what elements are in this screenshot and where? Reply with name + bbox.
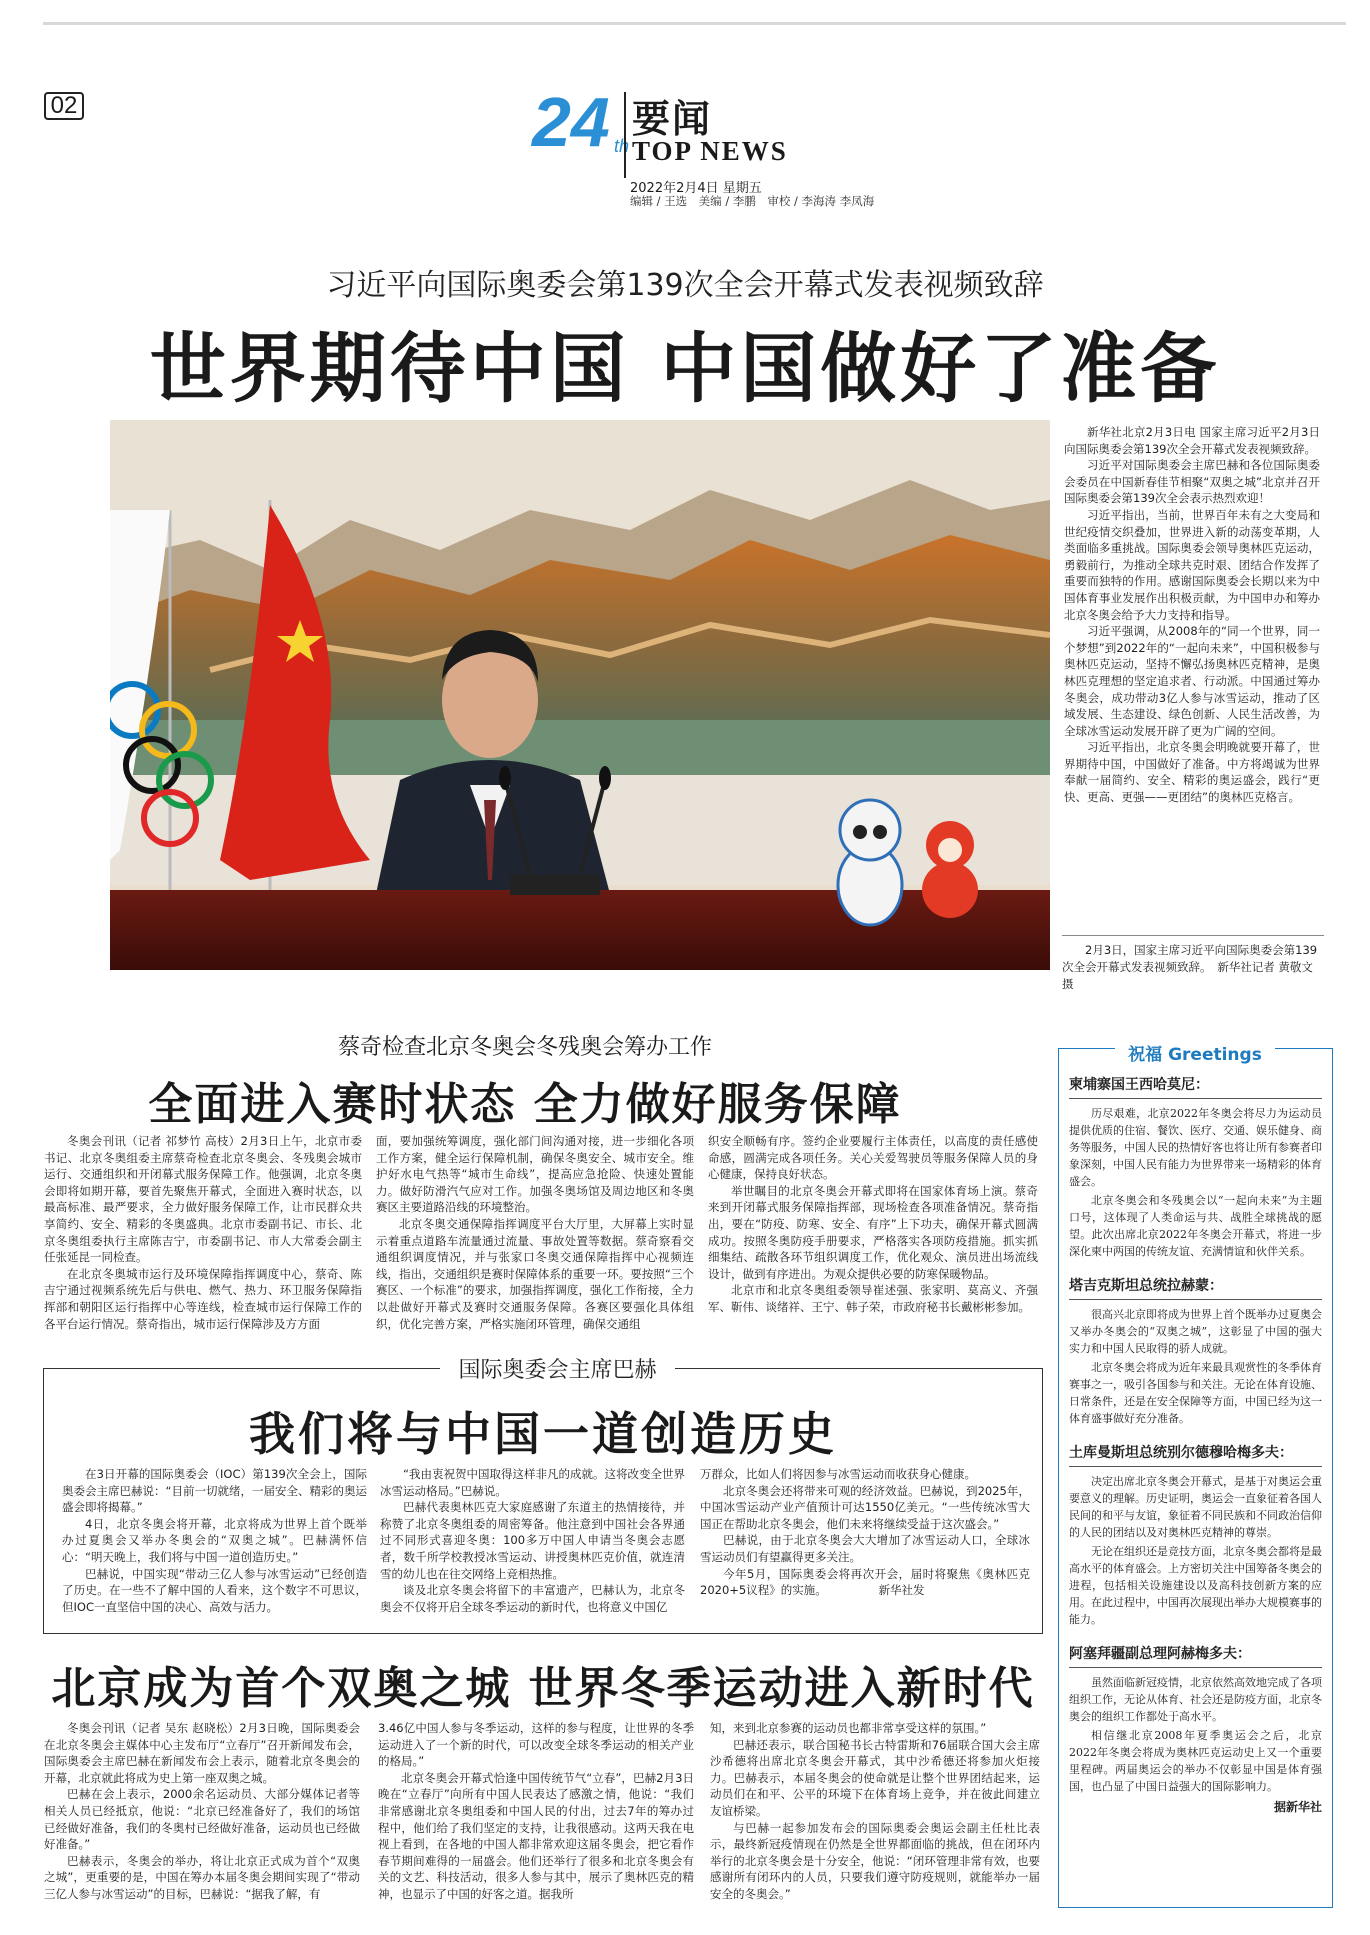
greeting-item [1059, 1642, 1332, 1816]
editors-line: 编辑 / 王选 美编 / 李鹏 审校 / 李海涛 李凤海 [630, 194, 875, 208]
section-title: 要闻 [632, 97, 713, 141]
paragraph: 北京市和北京冬奥组委领导崔述强、张家明、莫高义、齐强军、靳伟、谈绪祥、王宁、韩子荣，市政府秘书长戴彬彬参加。 [708, 1283, 1038, 1314]
lead-paragraph: 习近平对国际奥委会主席巴赫和各位国际奥委会委员在中国新春佳节相聚“双奥之城”北京并召开国际奥委会第139次全会表示热烈欢迎！ [1064, 458, 1320, 506]
paragraph: 4日，北京冬奥会将开幕，北京将成为世界上首个既举办过夏奥会又举办冬奥会的“双奥之城”。巴赫满怀信心：“明天晚上，我们将与中国一道创造历史。” [62, 1516, 367, 1564]
section2-col1 [44, 1133, 362, 1332]
greetings-box [1058, 1048, 1333, 1908]
paragraph: 举世瞩目的北京冬奥会开幕式即将在国家体育场上演。蔡奇来到开闭幕式服务保障指挥部，现场检查各项准备情况。蔡奇指出，要在“防疫、防寒、安全、有序”上下功夫，确保开幕式圆满成功。按照冬奥防疫手册要求，严格落实各项防疫措施。抓实抓细集结、疏散各环节组织调度工作，优化观众、演员进出场流线设计，做到有序进出。为观众提供必要的防寒保暖物品。 [708, 1183, 1038, 1281]
greeting-item [1059, 1274, 1332, 1427]
paragraph: 北京冬奥会开幕式恰逢中国传统节气“立春”，巴赫2月3日晚在“立春厅”向所有中国人民表达了感激之情，他说：“我们非常感谢北京冬奥组委和中国人民的付出，过去7年的筹办过程中，他们给了我们坚定的支持，让我很感动。这两天我在电视上看到，在各地的中国人都非常欢迎这届冬奥会，把它看作春节期间难得的一届盛会。他们还举行了很多和北京冬奥会有关的文艺、科技活动，很多人参与其中，展示了奥林匹克的精神，也显示了中国的好客之道。据我所 [378, 1770, 694, 1901]
section3-label: 国际奥委会主席巴赫 [440, 1353, 675, 1384]
section3-col1 [62, 1466, 367, 1615]
greeting-name: 阿塞拜疆副总理阿赫梅多夫： [1069, 1642, 1322, 1668]
lead-kicker: 习近平向国际奥委会第139次全会开幕式发表视频致辞 [326, 268, 1044, 303]
paragraph: 北京冬奥会将成为近年来最具观赏性的冬季体育赛事之一，吸引各国参与和关注。无论在体育设施、日常条件，还是在安全保障等方面，中国已经为这一体育盛事做好充分准备。 [1069, 1361, 1322, 1425]
photo-caption: 2月3日，国家主席习近平向国际奥委会第139次全会开幕式发表视频致辞。 新华社记者 黄敬文 摄 [1062, 935, 1324, 993]
greetings-source: 据新华社 [1273, 1800, 1322, 1814]
lead-body [1064, 424, 1320, 806]
lead-photo [110, 420, 1050, 970]
edition-suffix: th [614, 136, 630, 156]
paragraph: 北京冬奥交通保障指挥调度平台大厅里，大屏幕上实时显示着重点道路车流量通过流量、事故处置等数据。蔡奇察看交通组织调度情况，并与张家口冬奥交通保障指挥中心视频连线，指出，交通组织是赛时保障体系的重要一环。要按照“三个赛区、一个标准”的要求，加强指挥调度，强化工作衔接，全力以赴做好开幕式及赛时交通服务保障。各赛区要强化具体组织，优化完善方案，严格实施闭环管理，确保交通组 [376, 1216, 694, 1331]
paragraph: 巴赫在会上表示，2000余名运动员、大部分媒体记者等相关人员已经抵京，他说：“北京已经准备好了，我们的场馆已经做好准备，我们的冬奥村已经做好准备，运动员也已经做好准备。” [44, 1787, 360, 1852]
paragraph: 历尽艰难，北京2022年冬奥会将尽力为运动员提供优质的住宿、餐饮、医疗、交通、娱乐健身、商务等服务，中国人民的热情好客也将让所有参赛者印象深刻，中国人民有能力为世界带来一场精彩的体育盛会。 [1069, 1107, 1322, 1188]
greeting-name: 塔吉克斯坦总统拉赫蒙： [1069, 1274, 1322, 1300]
top-rule [43, 22, 1346, 25]
paragraph: 万群众，比如人们将因参与冰雪运动而收获身心健康。 [700, 1467, 976, 1481]
section4-headline: 北京成为首个双奥之城 世界冬季运动进入新时代 [51, 1663, 1035, 1714]
paragraph: 知，来到北京参赛的运动员也都非常享受这样的氛围。” [710, 1721, 987, 1735]
lead-paragraph: 习近平强调，从2008年的“同一个世界，同一个梦想”到2022年的“一起向未来”，中国积极参与奥林匹克运动，坚持不懈弘扬奥林匹克精神，是奥林匹克理想的坚定追求者、行动派。中国通过筹办冬奥会，成功带动3亿人参与冰雪运动，推动了区域发展、生态建设、绿色创新、人民生活改善，为全球冰雪运动发展开辟了更为广阔的空间。 [1064, 624, 1320, 738]
lead-paragraph: 习近平指出，当前，世界百年未有之大变局和世纪疫情交织叠加，世界进入新的动荡变革期，人类面临多重挑战。国际奥委会领导奥林匹克运动，勇毅前行，为推动全球共克时艰、团结合作发挥了重要而独特的作用。感谢国际奥委会长期以来为中国体育事业发展作出积极贡献，为中国申办和筹办北京冬奥会给予大力支持和指导。 [1064, 507, 1320, 622]
section3-headline: 我们将与中国一道创造历史 [249, 1407, 837, 1461]
greeting-name: 土库曼斯坦总统别尔德穆哈梅多夫： [1069, 1441, 1322, 1467]
paragraph: 北京冬奥会还将带来可观的经济效益。巴赫说，到2025年，中国冰雪运动产业产值预计可达1550亿美元。“一些传统冰雪大国正在帮助北京冬奥会，他们未来将继续受益于这次盛会。” [700, 1483, 1030, 1531]
paragraph: 巴赫还表示，联合国秘书长古特雷斯和76届联合国大会主席沙希德将出席北京冬奥会开幕式，其中沙希德还将参加火炬接力。巴赫表示，本届冬奥会的使命就是让整个世界团结起来，运动员们在和平、公平的环境下在体育场上竞争，并在彼此间建立友谊桥梁。 [710, 1737, 1040, 1818]
paragraph: 谈及北京冬奥会将留下的丰富遗产，巴赫认为，北京冬奥会不仅将开启全球冬季运动的新时代，也将意义中国亿 [380, 1583, 685, 1614]
section2-headline: 全面进入赛时状态 全力做好服务保障 [148, 1079, 902, 1130]
paragraph: 在北京冬奥城市运行及环境保障指挥调度中心，蔡奇、陈吉宁通过视频系统先后与供电、燃气、热力、环卫服务保障指挥部和朝阳区运行指挥中心等连线，检查城市运行保障工作的各平台运行情况。蔡奇指出，城市运行保障涉及方方面 [44, 1266, 362, 1331]
paragraph: 3.46亿中国人参与冬季运动，这样的参与程度，让世界的冬季运动进入了一个新的时代，可以改变全球冬季运动的相关产业的格局。” [378, 1721, 694, 1769]
section4-col1 [44, 1720, 360, 1903]
paragraph: 很高兴北京即将成为世界上首个既举办过夏奥会又举办冬奥会的“双奥之城”，这彰显了中国的强大实力和中国人民取得的骄人成就。 [1069, 1308, 1322, 1355]
paragraph: 巴赫说，中国实现“带动三亿人参与冰雪运动”已经创造了历史。在一些不了解中国的人看来，这个数字不可思议，但IOC一直坚信中国的决心、高效与活力。 [62, 1566, 367, 1614]
section3-col2 [380, 1466, 685, 1615]
paragraph: 巴赫表示，冬奥会的举办，将让北京正式成为首个“双奥之城”，更重要的是，中国在筹办本届冬奥会期间实现了“带动三亿人参与冰雪运动”的目标，巴赫说：“据我了解，有 [44, 1853, 360, 1901]
paragraph: “我由衷祝贺中国取得这样非凡的成就。这将改变全世界冰雪运动格局。”巴赫说。 [380, 1467, 685, 1498]
lead-paragraph: 习近平指出，北京冬奥会明晚就要开幕了，世界期待中国，中国做好了准备。中方将竭诚为世界奉献一届简约、安全、精彩的奥运盛会，践行“更快、更高、更强——更团结”的奥林匹克格言。 [1064, 740, 1320, 805]
paragraph: 面，要加强统筹调度，强化部门间沟通对接，进一步细化各项工作方案，健全运行保障机制，确保冬奥安全、城市安全。维护好水电气热等“城市生命线”，提高应急抢险、快速处置能力。做好防滑汽气应对工作。加强冬奥场馆及周边地区和冬奥赛区主要道路沿线的环境整治。 [376, 1134, 694, 1215]
lead-paragraph: 新华社北京2月3日电 国家主席习近平2月3日向国际奥委会第139次全会开幕式发表视频致辞。 [1064, 425, 1320, 456]
greetings-title: 祝福 Greetings [1115, 1040, 1275, 1065]
paragraph: 冬奥会刊讯（记者 吴东 赵晓松）2月3日晚，国际奥委会在北京冬奥会主媒体中心主发布厅“立春厅”召开新闻发布会，国际奥委会主席巴赫在新闻发布会上表示，随着北京冬奥会的开幕，北京就此将成为史上第一座双奥之城。 [44, 1721, 360, 1785]
page-number: 02 [44, 92, 84, 120]
greeting-name: 柬埔寨国王西哈莫尼： [1069, 1073, 1322, 1099]
masthead-divider [624, 92, 626, 178]
paragraph: 相信继北京2008年夏季奥运会之后，北京2022年冬奥会将成为奥林匹克运动史上又一个重要里程碑。两届奥运会的举办不仅彰显中国是体育强国，也凸显了中国日益强大的国际影响力。 [1069, 1729, 1322, 1793]
paragraph: 巴赫说，由于北京冬奥会大大增加了冰雪运动人口，全球冰雪运动员们有望赢得更多关注。 [700, 1533, 1030, 1564]
paragraph: 冬奥会刊讯（记者 祁梦竹 高枝）2月3日上午，北京市委书记、北京冬奥组委主席蔡奇检查北京冬奥会、冬残奥会城市运行、交通组织和开闭幕式服务保障工作。他强调，北京冬奥会即将如期开幕，要首先聚焦开幕式，全面进入赛时状态，以最高标准、最严要求，全力做好服务保障工作，让市民群众共享简约、安全、精彩的冬奥盛典。北京市委副书记、市长、北京冬奥组委执行主席陈吉宁，市委副书记、市人大常委会副主任张延昆一同检查。 [44, 1134, 362, 1265]
dateline: 2022年2月4日 星期五 [630, 181, 762, 196]
paragraph: 织安全顺畅有序。签约企业要履行主体责任，以高度的责任感使命感，圆满完成各项任务。关心关爱驾驶员等服务保障人员的身心健康，保持良好状态。 [708, 1134, 1038, 1182]
paragraph: 与巴赫一起参加发布会的国际奥委会奥运会副主任杜比表示，最终新冠疫情现在仍然是全世界都面临的挑战，但在闭环内举行的北京冬奥会是十分安全，他说：“闭环管理非常有效，也要感谢所有闭环内的人员，只要我们遵守防疫规则，就能举办一届安全的冬奥会。” [710, 1820, 1040, 1901]
paragraph: 在3日开幕的国际奥委会（IOC）第139次全会上，国际奥委会主席巴赫说：“目前一切就绪，一届安全、精彩的奥运盛会即将揭幕。” [62, 1467, 367, 1515]
section2-kicker: 蔡奇检查北京冬奥会冬残奥会筹办工作 [337, 1035, 712, 1060]
greeting-item [1059, 1073, 1332, 1260]
paragraph: 今年5月，国际奥委会将再次开会，届时将聚焦《奥林匹克2020+5议程》的实施。 新华社发 [700, 1566, 1030, 1598]
edition-number: 24 [532, 83, 610, 161]
section4-col2 [378, 1720, 694, 1903]
section4-col3 [710, 1720, 1040, 1903]
section2-col2 [376, 1133, 694, 1332]
greeting-item [1059, 1441, 1332, 1628]
paragraph: 北京冬奥会和冬残奥会以“一起向未来”为主题口号，这体现了人类命运与共、战胜全球挑战的愿望。此次出席北京2022年冬奥会开幕式，将进一步深化柬中两国的传统友谊、充满情谊和伙伴关系。 [1069, 1194, 1322, 1258]
paragraph: 无论在组织还是竞技方面，北京冬奥会都将是最高水平的体育盛会。上方密切关注中国筹备冬奥会的进程，包括相关设施建设以及高科技创新方案的应用。在此过程中，中国再次展现出举办大规模赛事的能力。 [1069, 1545, 1322, 1626]
paragraph: 虽然面临新冠疫情，北京依然高效地完成了各项组织工作，无论从体育、社会还是防疫方面，北京冬奥会的组织工作都处于高水平。 [1069, 1676, 1322, 1723]
section-title-en: TOP NEWS [632, 136, 788, 166]
section3-col3 [700, 1466, 1030, 1599]
section2-col3 [708, 1133, 1038, 1316]
paragraph: 决定出席北京冬奥会开幕式，是基于对奥运会重要意义的理解。历史证明，奥运会一直象征着各国人民间的和平与友谊，象征着不同民族和不同政治信仰的人民的团结以及对奥林匹克精神的尊崇。 [1069, 1475, 1322, 1539]
lead-headline: 世界期待中国 中国做好了准备 [149, 324, 1221, 413]
paragraph: 巴赫代表奥林匹克大家庭感谢了东道主的热情接待，并称赞了北京冬奥组委的周密筹备。他注意到中国社会各界通过不同形式喜迎冬奥：100多万中国人申请当冬奥会志愿者，数千所学校教授冰雪运动、讲授奥林匹克价值，就连清雪的幼儿也在往交网络上竞相热推。 [380, 1500, 685, 1581]
